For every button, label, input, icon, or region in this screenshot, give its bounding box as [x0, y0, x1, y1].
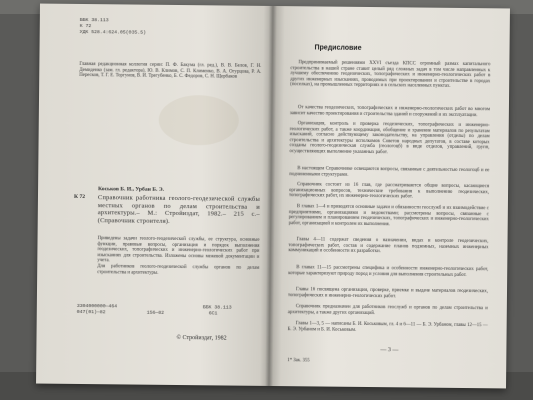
open-book [36, 4, 510, 389]
page-number: — 3 — [380, 347, 399, 354]
authors-note: Главы 1—3, 5 — написаны Б. И. Коськовым, гл. 4 и 6—11 — Б. Э. Урбаном, главы 12—15 — Б. Э. Урбаном и Б. И. Коськовым. [287, 321, 489, 333]
preface-paragraph-6: В главах 1—4 и приводятся основные задачи и обязанности геослужб и их взаимодействие с предприятиями, организациями и ведомствами; рассмотрены вопросы, связанные с регулированием и планированием геодезических, топографических и инженерно-геологических работ, организацией и контролем их выполнения. [288, 204, 491, 228]
preface-heading: Предисловие [314, 44, 362, 52]
right-page [269, 6, 510, 388]
library-card-bbk: ББК 38.113 [202, 305, 232, 311]
catalog-code-1: ББК 38.113 [79, 17, 109, 24]
editorial-board: Главная редакционная коллегия серии: П. Ф. Бакума (гл. ред.), В. В. Белов, Г. Н. Демиденко (зам. гл. редактора), Ю. В. Климов, С. П. Клименко, В. А. Огурцова, Р. А. Пересков, Т. Г. Е. Торгунов, В. И. Трегубенко, Б. С. Федоров, С. Н. Щербаков [79, 61, 263, 80]
library-card-number: 6С1 [208, 311, 218, 317]
preface-paragraph-7: Главы 4—11 содержат сведения о назначении, видах и контроле геодезических, топографических работ, состав и содержание планов подземных, наземных инженерных коммуникаций и особенности их разработки. [288, 237, 490, 255]
preface-paragraph-9: Главы 16 посвящена организации, проверке, приемке и выдаче материалов геодезических, топографических и инженерно-геологических работ. [287, 287, 490, 299]
library-card-codes-mid: 156—82 [146, 310, 165, 316]
preface-paragraph-3: Организация, контроль и проверка геодезических, топографических и инженерно-геологических работ, а также координация, обобщение и хранение материалов по результатам изысканий, согласно действующему законодательству, на управления (отделы) по делам строительства и архитектуры исполкомов Советов народных депутатов, в составе которых созданы геолого-геодезическая служба (геологоцб) в виде отделов, управлений, групп, осуществляющих выполнение указанных работ. [289, 121, 491, 156]
copyright: © Стройиздат, 1982 [176, 334, 227, 342]
preface-paragraph-2: От качества геодезических, топографических и инженерно-геологических работ во многом зависит качество проектирования и строительства зданий и сооружений и их эксплуатации. [289, 105, 492, 118]
preface-paragraph-8: В главах 11—15 рассмотрены специфика и особенности инженерно-геологических работ, которые характеризуют природу пород и условия для выполнения строительных работ. [288, 265, 490, 278]
left-page [36, 4, 273, 386]
library-card-code: К 72 [73, 193, 86, 201]
print-signature: 1* Зак. 355 [287, 358, 310, 364]
preface-paragraph-4: В настоящем Справочнике освещаются вопросы, связанные с деятельностью геологоцб и ее подчиненными структурами. [289, 166, 491, 178]
library-card-annotation: Приведены задачи геолого-геодезической службы, ее структура, основные функции, правовые вопросы, организация и порядок выполнения геодезических, топографических и инженерно-геологических работ при изысканиях для строительства. Изложены основы межевой документации и учета. Для работников геолого-геодезической службы органов по делам строительства и архитектуры. [97, 236, 261, 276]
preface-paragraph-10: Справочник предназначен для работников геослужб и органов по делам строительства и архитектуры, а также других организаций. [287, 304, 490, 316]
paper-stain [159, 95, 240, 146]
catalog-code-2: К 72 [79, 23, 92, 30]
library-card-authors: Коськов Б. И., Урбан Б. Э. [98, 186, 165, 193]
catalog-code-3: УДК 528.4:624.05(035.5) [79, 29, 146, 36]
preface-paragraph-5: Справочник состоит из 16 глав, где рассматриваются общие вопросы, касающиеся организационных вопросов, технические требования к выполнению геодезических, топографических работ, их инженерно-геологических работ. [288, 182, 491, 200]
preface-paragraph-1: Предпринимаемый решениями XXVI съезда КПСС огромный размах капитального строительства в нашей стране ставит целый ряд сложных задач в том числе направленных к лучшему обеспечению геодезических, топографических и инженерно-геологических работ в других инженерных изысканиях, проводимых при проектировании и строительстве в городах (поселках), на промышленных территориях и в сельских населенных пунктах. [290, 60, 492, 90]
library-card-body: Справочник работника геолого-геодезической службы местных органов по делам строительства и архитектуры.– М.: Стройиздат, 1982.– 215 с.– (Справочник строителя). [97, 194, 262, 225]
library-card-codes-left: 3304000000—464 047(01)—82 [76, 303, 118, 315]
